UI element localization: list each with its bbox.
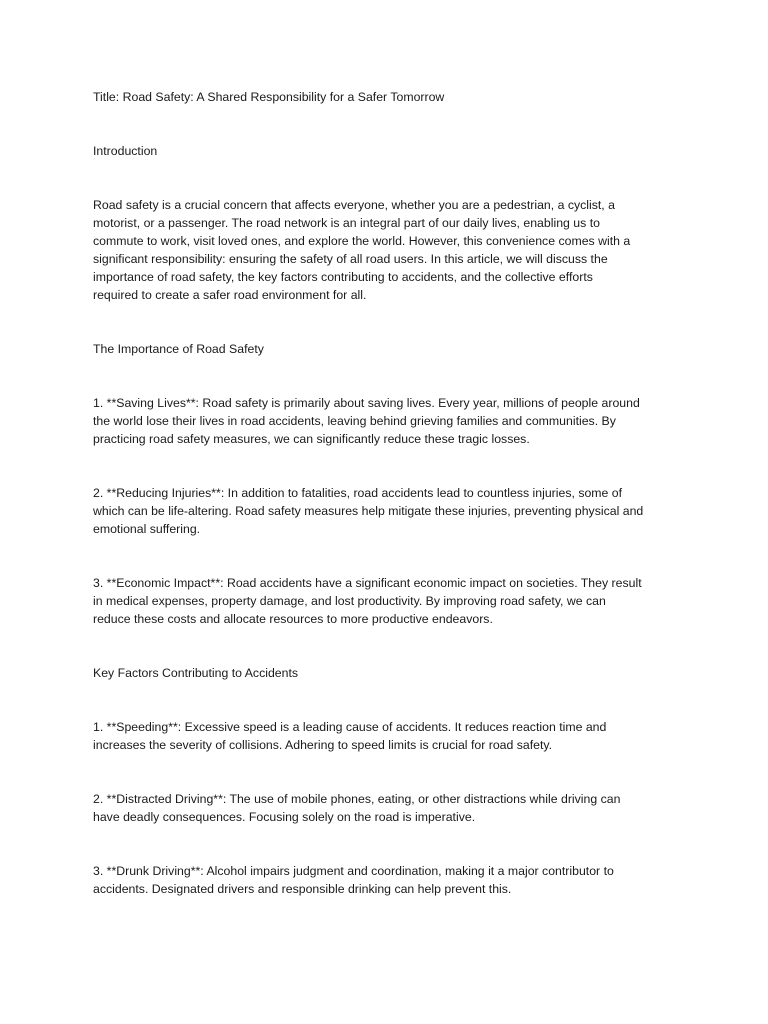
paragraph-line: in medical expenses, property damage, and lost productivity. By improving road safety, we can	[93, 594, 606, 608]
paragraph-line: have deadly consequences. Focusing solely on the road is imperative.	[93, 810, 476, 824]
paragraph-line: motorist, or a passenger. The road network is an integral part of our daily lives, enabling us to	[93, 216, 600, 230]
paragraph-line: practicing road safety measures, we can significantly reduce these tragic losses.	[93, 432, 530, 446]
paragraph-line: the world lose their lives in road accidents, leaving behind grieving families and communities. By	[93, 414, 616, 428]
paragraph-line: commute to work, visit loved ones, and explore the world. However, this convenience comes with a	[93, 234, 631, 248]
paragraph-line: 2. **Distracted Driving**: The use of mobile phones, eating, or other distractions while driving can	[93, 792, 621, 806]
paragraph-line: 1. **Speeding**: Excessive speed is a leading cause of accidents. It reduces reaction time and	[93, 720, 607, 734]
paragraph-line: 1. **Saving Lives**: Road safety is primarily about saving lives. Every year, millions of people around	[93, 396, 640, 410]
paragraph-line: importance of road safety, the key factors contributing to accidents, and the collective efforts	[93, 270, 593, 284]
paragraph-line: reduce these costs and allocate resources to more productive endeavors.	[93, 612, 493, 626]
introduction-heading: Introduction	[93, 144, 158, 158]
paragraph-line: accidents. Designated drivers and responsible drinking can help prevent this.	[93, 882, 512, 896]
paragraph-line: which can be life-altering. Road safety measures help mitigate these injuries, preventing physical and	[93, 504, 644, 518]
document-title: Title: Road Safety: A Shared Responsibility for a Safer Tomorrow	[93, 90, 445, 104]
importance-heading: The Importance of Road Safety	[93, 342, 264, 356]
paragraph-line: emotional suffering.	[93, 522, 201, 536]
paragraph-line: 3. **Economic Impact**: Road accidents have a significant economic impact on societies. They result	[93, 576, 642, 590]
paragraph-line: significant responsibility: ensuring the safety of all road users. In this article, we will discuss the	[93, 252, 608, 266]
factors-heading: Key Factors Contributing to Accidents	[93, 666, 299, 680]
paragraph-line: increases the severity of collisions. Adhering to speed limits is crucial for road safety.	[93, 738, 553, 752]
paragraph-line: 2. **Reducing Injuries**: In addition to fatalities, road accidents lead to countless injuries, some of	[93, 486, 623, 500]
paragraph-line: 3. **Drunk Driving**: Alcohol impairs judgment and coordination, making it a major contributor to	[93, 864, 614, 878]
paragraph-line: Road safety is a crucial concern that affects everyone, whether you are a pedestrian, a cyclist, a	[93, 198, 615, 212]
paragraph-line: required to create a safer road environment for all.	[93, 288, 367, 302]
